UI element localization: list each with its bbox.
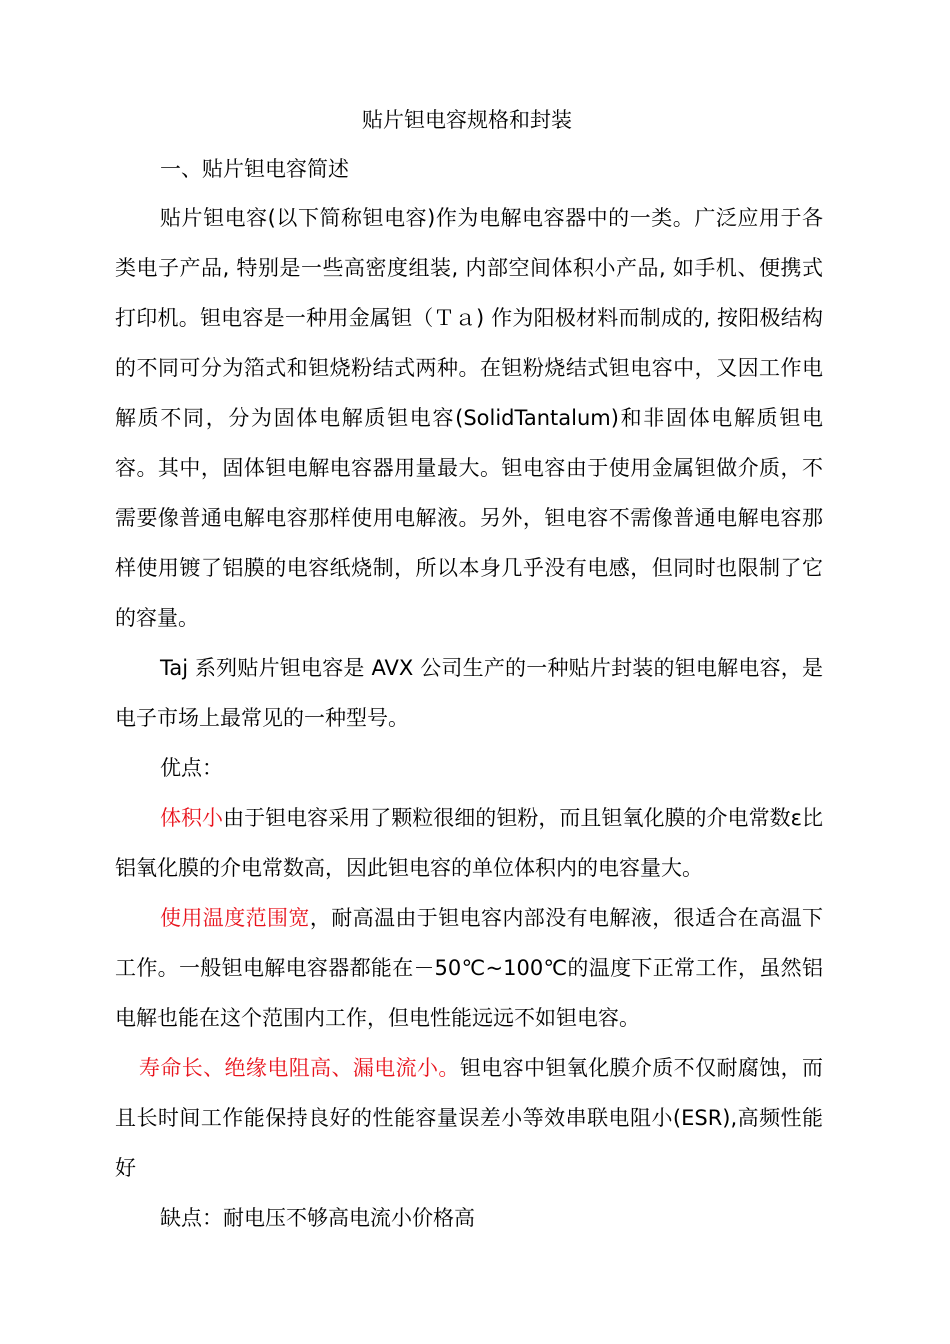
advantage-small-size <box>115 793 823 893</box>
advantage-long-life <box>115 1043 823 1193</box>
advantage-small-size-highlight: 体积小 <box>160 806 224 830</box>
advantages-label: 优点： <box>160 756 223 780</box>
advantage-temperature-text: ，耐高温由于钽电容内部没有电解液，很适合在高温下工作。一般钽电解电容器都能在－50℃~100℃的温度下正常工作，虽然铝电解也能在这个范围内工作，但电性能远远不如钽电容。 <box>115 906 824 1030</box>
document-title: 贴片钽电容规格和封装 <box>362 108 572 132</box>
advantage-temperature-range <box>115 893 823 1043</box>
disadvantages-line: 缺点：耐电压不够高电流小价格高 <box>160 1206 475 1230</box>
advantage-long-life-text: 钽电容中钽氧化膜介质不仅耐腐蚀，而且长时间工作能保持良好的性能容量误差小等效串联电阻小(ESR),高频性能好 <box>115 1056 824 1180</box>
advantage-temperature-highlight: 使用温度范围宽 <box>160 906 310 930</box>
section-heading: 一、贴片钽电容简述 <box>160 157 349 181</box>
intro-paragraph: 贴片钽电容(以下简称钽电容)作为电解电容器中的一类。广泛应用于各类电子产品, 特别是一些高密度组装, 内部空间体积小产品, 如手机、便携式打印机。钽电容是一种用金属钽（Ｔａ) 作为阳极材料而制成的, 按阳极结构的不同可分为箔式和钽烧粉结式两种。在钽粉烧结式钽电容中，又因工作电解质不同，分为固体电解质钽电容(SolidTantalum)和非固体电解质钽电容。其中，固体钽电解电容器用量最大。钽电容由于使用金属钽做介质，不需要像普通电解电容那样使用电解液。另外，钽电容不需像普通电解电容那样使用镀了铝膜的电容纸烧制，所以本身几乎没有电感，但同时也限制了它的容量。 <box>115 206 823 630</box>
taj-series-paragraph: Taj 系列贴片钽电容是 AVX 公司生产的一种贴片封装的钽电解电容，是电子市场上最常见的一种型号。 <box>115 656 823 730</box>
advantage-small-size-text: 由于钽电容采用了颗粒很细的钽粉，而且钽氧化膜的介电常数ε比铝氧化膜的介电常数高，因此钽电容的单位体积内的电容量大。 <box>115 806 823 880</box>
advantage-long-life-highlight: 寿命长、绝缘电阻高、漏电流小。 <box>139 1056 460 1080</box>
